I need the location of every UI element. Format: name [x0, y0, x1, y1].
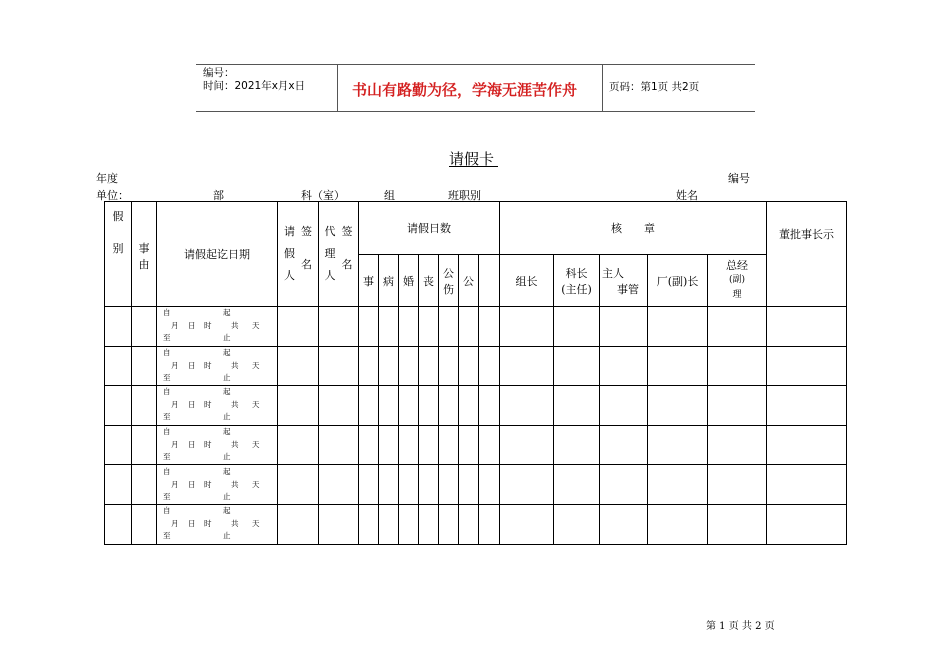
date-template-to: 至: [163, 333, 171, 343]
entry-cell[interactable]: [708, 346, 767, 386]
date-template-end: 止: [223, 412, 231, 422]
entry-cell[interactable]: [278, 386, 319, 426]
table-row: [105, 346, 847, 386]
entry-cell[interactable]: [459, 504, 479, 544]
date-template-end: 止: [223, 531, 231, 541]
entry-cell[interactable]: [708, 465, 767, 505]
leave-form-table: [104, 201, 847, 545]
entry-cell[interactable]: [379, 386, 399, 426]
date-template-hour: 时: [204, 519, 212, 529]
leave-date-range-cell[interactable]: [157, 504, 278, 544]
entry-cell[interactable]: [648, 307, 708, 347]
date-template-month: 月: [171, 519, 179, 529]
section-chief-line-2: (主任): [561, 282, 592, 296]
unit-label: 单位：: [96, 189, 129, 202]
form-title: 请假卡: [449, 150, 495, 168]
entry-cell[interactable]: [319, 386, 359, 426]
entry-cell[interactable]: [319, 307, 359, 347]
date-template-total: 共: [231, 479, 239, 489]
entry-cell[interactable]: [278, 425, 319, 465]
leave-type-char-1: 假: [112, 210, 124, 223]
entry-cell[interactable]: [419, 386, 439, 426]
header-leave-days: 请假日数: [359, 202, 500, 255]
date-template-total: 共: [231, 400, 239, 410]
date-template-from: 自: [163, 427, 171, 437]
title-underline: [449, 166, 498, 167]
entry-cell[interactable]: [359, 386, 379, 426]
entry-cell[interactable]: [319, 504, 359, 544]
date-template-from: 自: [163, 466, 171, 476]
injury-char-1: 公: [443, 266, 454, 280]
date-template-start: 起: [223, 427, 231, 437]
entry-cell[interactable]: [399, 425, 419, 465]
date-template-month: 月: [171, 479, 179, 489]
header-applicant-signature: [278, 202, 319, 307]
date-template-day: 日: [188, 440, 196, 450]
entry-cell[interactable]: [399, 386, 419, 426]
entry-cell[interactable]: [105, 504, 132, 544]
header-approval: 核 章: [500, 202, 767, 255]
date-template-day: 日: [188, 479, 196, 489]
proxy-sign-char-2: 名: [341, 258, 353, 271]
entry-cell[interactable]: [278, 465, 319, 505]
entry-cell[interactable]: [105, 386, 132, 426]
entry-cell[interactable]: [708, 386, 767, 426]
entry-cell[interactable]: [132, 307, 157, 347]
table-row: [105, 307, 847, 347]
date-template-to: 至: [163, 531, 171, 541]
leave-date-range-cell[interactable]: [157, 307, 278, 347]
table-row: [105, 504, 847, 544]
reason-char-1: 事: [138, 242, 150, 255]
entry-cell[interactable]: [399, 307, 419, 347]
entry-cell[interactable]: [439, 425, 459, 465]
reason-char-2: 由: [138, 258, 150, 271]
date-template-days: 天: [252, 360, 260, 370]
date-template-start: 起: [223, 506, 231, 516]
days-sick: 病: [379, 255, 399, 307]
header-dates: 请假起讫日期: [157, 202, 278, 307]
date-template-hour: 时: [204, 321, 212, 331]
entry-cell[interactable]: [105, 425, 132, 465]
entry-cell[interactable]: [500, 386, 554, 426]
entry-cell[interactable]: [132, 504, 157, 544]
entry-cell[interactable]: [554, 307, 600, 347]
entry-cell[interactable]: [278, 504, 319, 544]
entry-cell[interactable]: [600, 504, 648, 544]
header-proxy-signature: [319, 202, 359, 307]
entry-cell[interactable]: [459, 307, 479, 347]
entry-cell[interactable]: [419, 346, 439, 386]
entry-cell[interactable]: [600, 425, 648, 465]
supervisor-line-2: 事管: [617, 282, 640, 296]
date-template-start: 起: [223, 347, 231, 357]
entry-cell[interactable]: [319, 346, 359, 386]
entry-cell[interactable]: [767, 307, 847, 347]
entry-cell[interactable]: [648, 465, 708, 505]
days-injury: [439, 255, 459, 307]
date-template-from: 自: [163, 506, 171, 516]
date-template-day: 日: [188, 400, 196, 410]
entry-cell[interactable]: [359, 307, 379, 347]
date-template-hour: 时: [204, 440, 212, 450]
entry-cell[interactable]: [767, 346, 847, 386]
entry-cell[interactable]: [132, 465, 157, 505]
entry-cell[interactable]: [439, 346, 459, 386]
entry-cell[interactable]: [379, 504, 399, 544]
days-personal: 事: [359, 255, 379, 307]
doc-number-label: 编号：: [203, 67, 235, 79]
applicant-char-1: 请: [284, 225, 295, 238]
date-template-month: 月: [171, 400, 179, 410]
entry-cell[interactable]: [319, 425, 359, 465]
leave-type-char-2: 别: [112, 242, 124, 255]
gm-line-1: 总经: [726, 259, 749, 272]
entry-cell[interactable]: [500, 465, 554, 505]
entry-cell[interactable]: [278, 307, 319, 347]
header-divider-right: [602, 64, 603, 111]
date-template-hour: 时: [204, 360, 212, 370]
entry-cell[interactable]: [379, 346, 399, 386]
entry-cell[interactable]: [600, 307, 648, 347]
number-label: 编号: [728, 172, 750, 185]
date-template-from: 自: [163, 308, 171, 318]
date-template-start: 起: [223, 466, 231, 476]
entry-cell[interactable]: [600, 465, 648, 505]
approver-hr-supervisor: [600, 255, 648, 307]
date-template-end: 止: [223, 491, 231, 501]
approver-section-chief: [554, 255, 600, 307]
table-row: [105, 386, 847, 426]
entry-cell[interactable]: [479, 425, 500, 465]
entry-cell[interactable]: [359, 346, 379, 386]
proxy-sign-char-1: 签: [341, 225, 353, 238]
entry-cell[interactable]: [439, 307, 459, 347]
entry-cell[interactable]: [479, 346, 500, 386]
entry-cell[interactable]: [459, 465, 479, 505]
entry-cell[interactable]: [278, 346, 319, 386]
entry-cell[interactable]: [708, 307, 767, 347]
date-template-days: 天: [252, 440, 260, 450]
group-label: 组: [384, 189, 395, 202]
entry-cell[interactable]: [554, 425, 600, 465]
date-template-days: 天: [252, 479, 260, 489]
table-row: [105, 425, 847, 465]
entry-cell[interactable]: [419, 465, 439, 505]
entry-cell[interactable]: [767, 425, 847, 465]
entry-cell[interactable]: [554, 386, 600, 426]
entry-cell[interactable]: [105, 307, 132, 347]
date-template-to: 至: [163, 491, 171, 501]
entry-cell[interactable]: [399, 504, 419, 544]
leave-date-range-cell[interactable]: [157, 465, 278, 505]
entry-cell[interactable]: [459, 425, 479, 465]
page-info: 页码：第1页 共2页: [609, 81, 700, 93]
entry-cell[interactable]: [359, 425, 379, 465]
leave-date-range-cell[interactable]: [157, 425, 278, 465]
entry-cell[interactable]: [767, 465, 847, 505]
date-template-end: 止: [223, 452, 231, 462]
entry-cell[interactable]: [379, 307, 399, 347]
date-template-to: 至: [163, 452, 171, 462]
date-template-days: 天: [252, 400, 260, 410]
proxy-char-3: 人: [324, 269, 336, 282]
supervisor-line-1: 主人: [602, 266, 625, 280]
applicant-sign-char-2: 名: [301, 258, 312, 271]
gm-line-3: 理: [732, 290, 742, 300]
date-template-total: 共: [231, 321, 239, 331]
slogan: 书山有路勤为径，学海无涯苦作舟: [352, 81, 578, 99]
entry-cell[interactable]: [554, 346, 600, 386]
entry-cell[interactable]: [132, 425, 157, 465]
page-footer: 第 1 页 共 2 页: [706, 621, 775, 632]
header-reason: [132, 202, 157, 307]
entry-cell[interactable]: [500, 504, 554, 544]
header-leave-type: [105, 202, 132, 307]
entry-cell[interactable]: [479, 465, 500, 505]
date-template-end: 止: [223, 333, 231, 343]
entry-cell[interactable]: [648, 425, 708, 465]
date-template-days: 天: [252, 321, 260, 331]
year-label: 年度: [96, 172, 118, 185]
days-marriage: 婚: [399, 255, 419, 307]
leave-date-range-cell[interactable]: [157, 346, 278, 386]
date-template-day: 日: [188, 360, 196, 370]
date-template-hour: 时: [204, 400, 212, 410]
header-chairman: 董批事长示: [767, 202, 847, 307]
entry-cell[interactable]: [767, 386, 847, 426]
proxy-char-2: 理: [324, 247, 336, 260]
days-funeral: 丧: [419, 255, 439, 307]
entry-cell[interactable]: [459, 346, 479, 386]
date-template-day: 日: [188, 519, 196, 529]
name-label: 姓名: [676, 189, 698, 202]
leave-date-range-cell[interactable]: [157, 386, 278, 426]
entry-cell[interactable]: [399, 346, 419, 386]
date-template-total: 共: [231, 440, 239, 450]
date-template-month: 月: [171, 440, 179, 450]
time-label: 时间：2021年x月x日: [203, 80, 306, 92]
proxy-char-1: 代: [324, 225, 336, 238]
entry-cell[interactable]: [648, 386, 708, 426]
entry-cell[interactable]: [648, 346, 708, 386]
entry-cell[interactable]: [459, 386, 479, 426]
entry-cell[interactable]: [105, 346, 132, 386]
date-template-hour: 时: [204, 479, 212, 489]
date-template-start: 起: [223, 308, 231, 318]
date-template-to: 至: [163, 372, 171, 382]
entry-cell[interactable]: [379, 425, 399, 465]
date-template-start: 起: [223, 387, 231, 397]
entry-cell[interactable]: [359, 465, 379, 505]
table-row: [105, 465, 847, 505]
entry-cell[interactable]: [500, 307, 554, 347]
date-template-month: 月: [171, 360, 179, 370]
header-bottom-rule: [196, 111, 755, 112]
entry-cell[interactable]: [500, 425, 554, 465]
entry-cell[interactable]: [708, 425, 767, 465]
entry-cell[interactable]: [419, 504, 439, 544]
date-template-total: 共: [231, 360, 239, 370]
entry-cell[interactable]: [600, 346, 648, 386]
entry-cell[interactable]: [419, 307, 439, 347]
header-divider-left: [337, 64, 338, 111]
entry-cell[interactable]: [132, 386, 157, 426]
entry-cell[interactable]: [708, 504, 767, 544]
entry-cell[interactable]: [379, 465, 399, 505]
header-top-rule: [196, 64, 755, 65]
date-template-from: 自: [163, 387, 171, 397]
days-blank: [479, 255, 500, 307]
entry-cell[interactable]: [500, 346, 554, 386]
entry-cell[interactable]: [399, 465, 419, 505]
date-template-month: 月: [171, 321, 179, 331]
gm-line-2: (副): [729, 275, 746, 285]
date-template-day: 日: [188, 321, 196, 331]
entry-cell[interactable]: [319, 465, 359, 505]
entry-cell[interactable]: [600, 386, 648, 426]
dept-label: 部: [213, 189, 224, 202]
section-chief-line-1: 科长: [565, 266, 588, 280]
entry-cell[interactable]: [767, 504, 847, 544]
section-label: 科（室）: [301, 189, 345, 202]
entry-cell[interactable]: [439, 465, 459, 505]
entry-cell[interactable]: [648, 504, 708, 544]
entry-cell[interactable]: [132, 346, 157, 386]
entry-cell[interactable]: [419, 425, 439, 465]
entry-cell[interactable]: [479, 307, 500, 347]
entry-cell[interactable]: [554, 504, 600, 544]
entry-cell[interactable]: [479, 504, 500, 544]
entry-cell[interactable]: [359, 504, 379, 544]
date-template-days: 天: [252, 519, 260, 529]
date-template-from: 自: [163, 347, 171, 357]
approver-group-leader: 组长: [500, 255, 554, 307]
entry-cell[interactable]: [554, 465, 600, 505]
approver-factory-head: 厂(副)长: [648, 255, 708, 307]
entry-cell[interactable]: [479, 386, 500, 426]
applicant-sign-char-1: 签: [301, 225, 312, 238]
date-template-total: 共: [231, 519, 239, 529]
date-template-end: 止: [223, 372, 231, 382]
date-template-to: 至: [163, 412, 171, 422]
approver-general-manager: [708, 255, 767, 307]
entry-cell[interactable]: [105, 465, 132, 505]
applicant-char-3: 人: [284, 269, 295, 282]
shift-label: 班职别: [448, 189, 481, 202]
injury-char-2: 伤: [443, 282, 454, 296]
applicant-char-2: 假: [284, 247, 295, 260]
days-official: 公: [459, 255, 479, 307]
entry-cell[interactable]: [439, 504, 459, 544]
entry-cell[interactable]: [439, 386, 459, 426]
